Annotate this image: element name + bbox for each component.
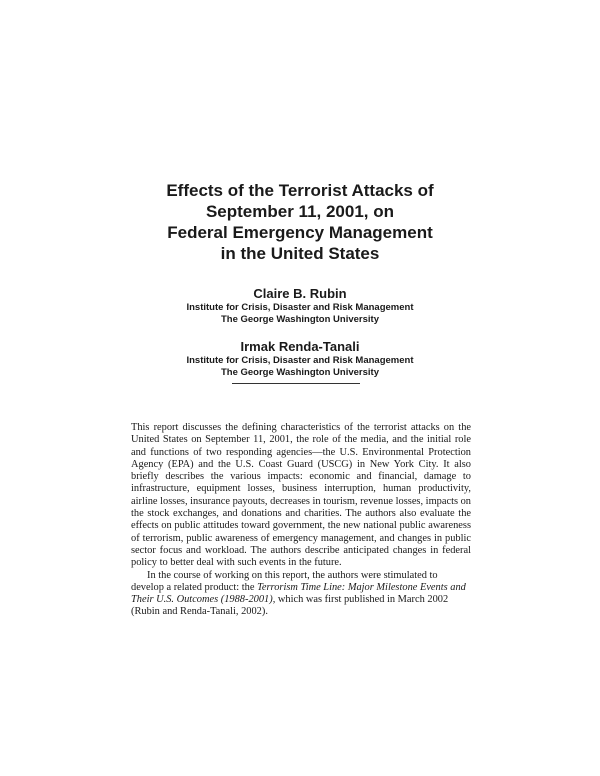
abstract-paragraph-2-start: In the course of working on this report, the authors were stimulated to develop a related product: the [131,569,438,593]
abstract-paragraph-2-end: which was first published in March 2002 (Rubin and Renda-Tanali, 2002). [131,594,449,618]
author-block-1 [0,286,600,326]
author-affiliation-university: The George Washington University [220,314,379,325]
title-line-3: Federal Emergency Management [167,223,433,242]
abstract-paragraph-2 [131,570,471,619]
author-name: Claire B. Rubin [253,286,347,301]
abstract [131,422,471,619]
title-line-4: in the United States [220,244,380,263]
author-affiliation-institute: Institute for Crisis, Disaster and Risk Management [186,302,414,313]
paper-title [0,180,600,264]
author-affiliation-university: The George Washington University [220,367,379,378]
author-block-2 [0,339,600,379]
author-affiliation-institute: Institute for Crisis, Disaster and Risk Management [186,355,414,366]
abstract-paragraph-1: This report discusses the defining characteristics of the terrorist attacks on the United States on September 11, 2001, the role of the media, and the initial role and functions of two responding agencies—the U.S. Environmental Protection Agency (EPA) and the U.S. Coast Guard (USCG) in New York City. It also briefly describes the various impacts: economic and financial, damage to infrastructure, equipment losses, business interruption, human productivity, airline losses, insurance payouts, decreases in tourism, revenue losses, impacts on the stock exchanges, and donations and charities. The authors also evaluate the effects on public attitudes toward government, the new national public awareness of terrorism, public awareness of emergency management, and changes in public sector focus and workload. The authors describe anticipated changes in federal policy to better deal with such events in the future. [131,422,471,569]
author-name: Irmak Renda-Tanali [240,339,360,354]
divider-rule [232,383,360,384]
title-line-1: Effects of the Terrorist Attacks of [166,181,434,200]
cited-work-title: Terrorism Time Line: Major Milestone Events and Their U.S. Outcomes (1988-2001), [131,581,466,606]
title-line-2: September 11, 2001, on [205,202,395,221]
